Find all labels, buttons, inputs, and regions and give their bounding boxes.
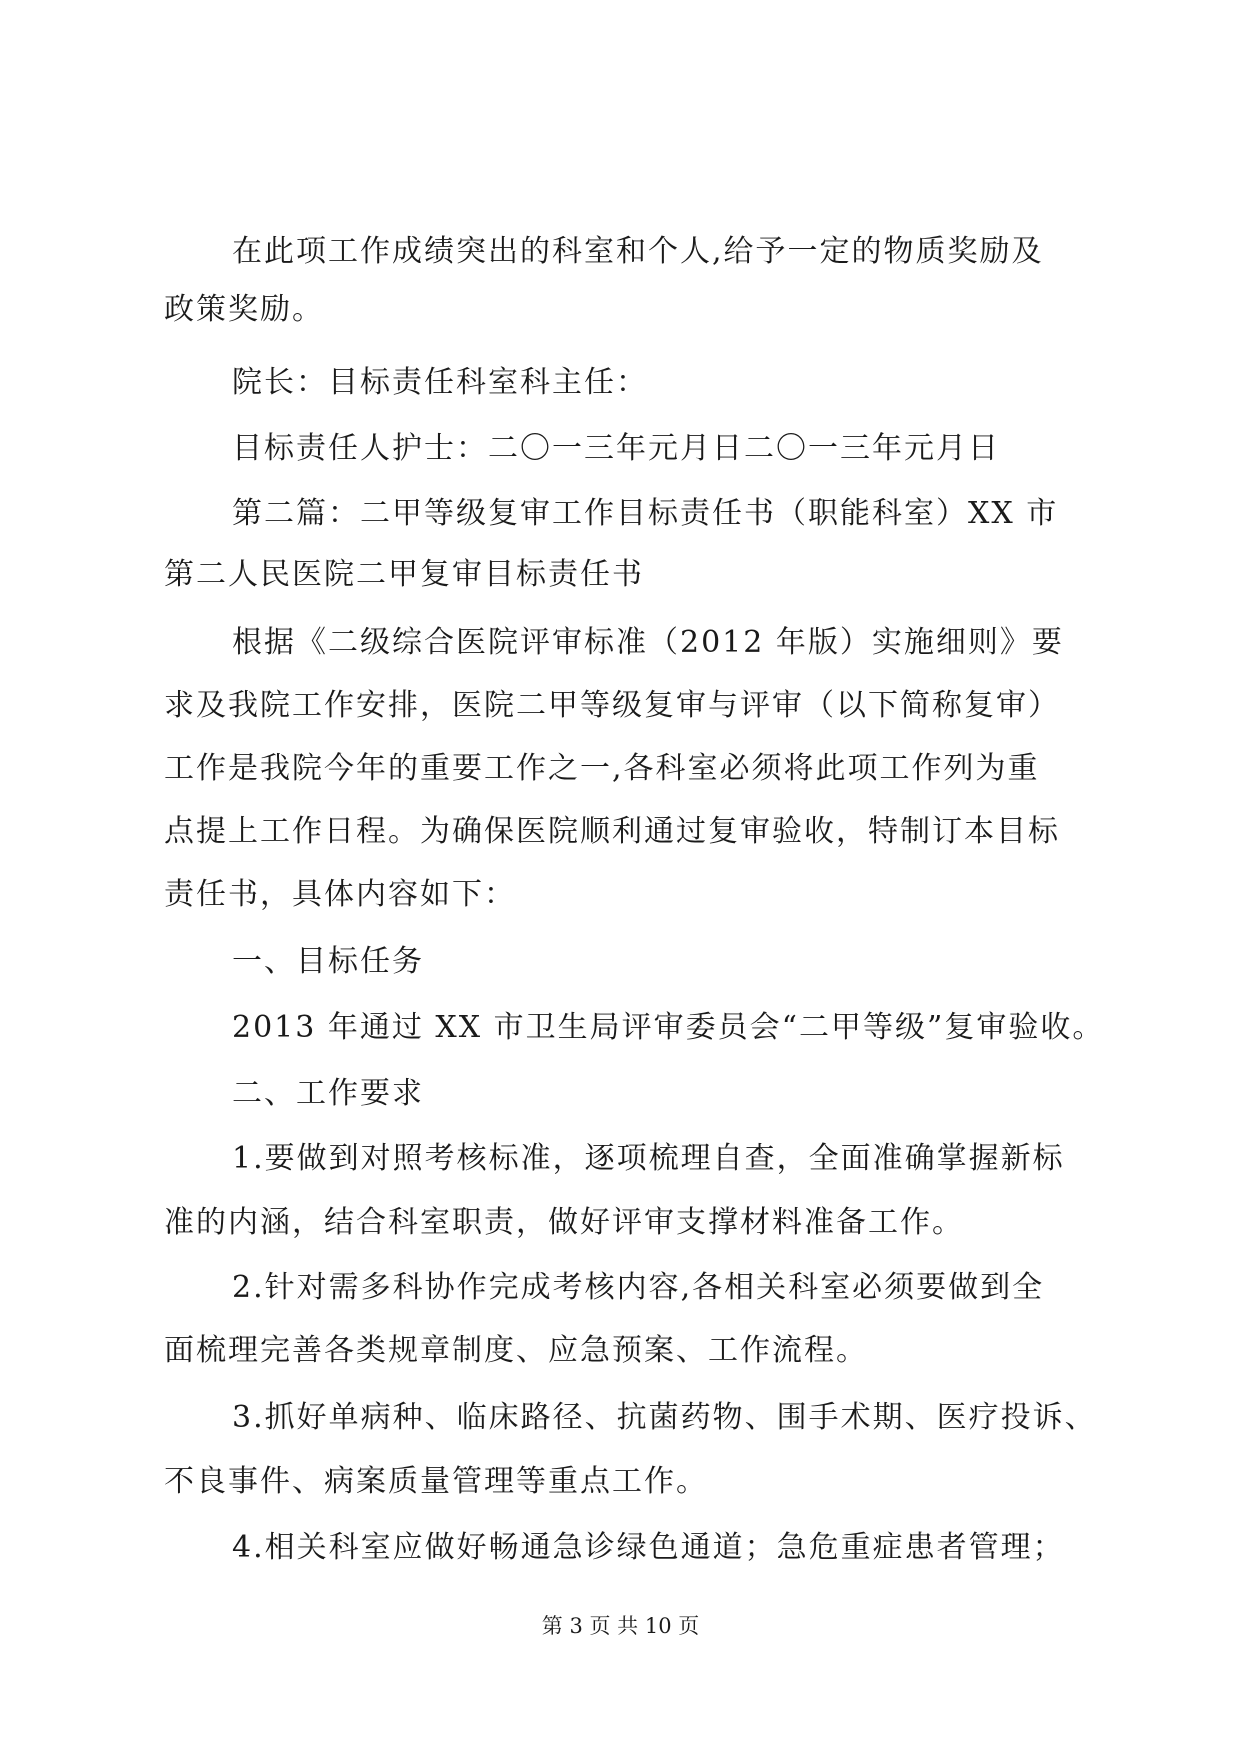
text-line: 目标责任人护士：二〇一三年元月日二〇一三年元月日 [232,431,1000,466]
text-line: 不良事件、病案质量管理等重点工作。 [164,1464,708,1499]
text-line: 3.抓好单病种、临床路径、抗菌药物、围手术期、医疗投诉、 [232,1400,1097,1435]
text-line: 工作是我院今年的重要工作之一,各科室必须将此项工作列为重 [164,751,1040,786]
text-line: 4.相关科室应做好畅通急诊绿色通道；急危重症患者管理； [232,1530,1065,1565]
text-line: 点提上工作日程。为确保医院顺利通过复审验收，特制订本目标 [164,814,1060,849]
text-line: 政策奖励。 [164,292,324,327]
text-line: 面梳理完善各类规章制度、应急预案、工作流程。 [164,1333,868,1368]
page-footer: 第 3 页 共 10 页 [541,1614,700,1638]
section-heading: 二、工作要求 [232,1076,424,1111]
text-line: 在此项工作成绩突出的科室和个人,给予一定的物质奖励及 [232,234,1044,269]
text-line: 根据《二级综合医院评审标准（2012 年版）实施细则》要 [232,625,1064,660]
section-heading: 一、目标任务 [232,944,424,979]
text-line: 1.要做到对照考核标准，逐项梳理自查，全面准确掌握新标 [232,1141,1065,1176]
text-line: 2.针对需多科协作完成考核内容,各相关科室必须要做到全 [232,1270,1045,1305]
text-line: 准的内涵，结合科室职责，做好评审支撑材料准备工作。 [164,1205,964,1240]
text-line: 求及我院工作安排，医院二甲等级复审与评审（以下简称复审） [164,688,1060,723]
text-line: 2013 年通过 XX 市卫生局评审委员会“二甲等级”复审验收。 [232,1010,1105,1045]
text-line: 院长：目标责任科室科主任： [232,365,648,400]
heading-line: 第二篇：二甲等级复审工作目标责任书（职能科室）XX 市 [232,496,1059,531]
heading-line: 第二人民医院二甲复审目标责任书 [164,557,644,592]
text-line: 责任书，具体内容如下： [164,877,516,912]
